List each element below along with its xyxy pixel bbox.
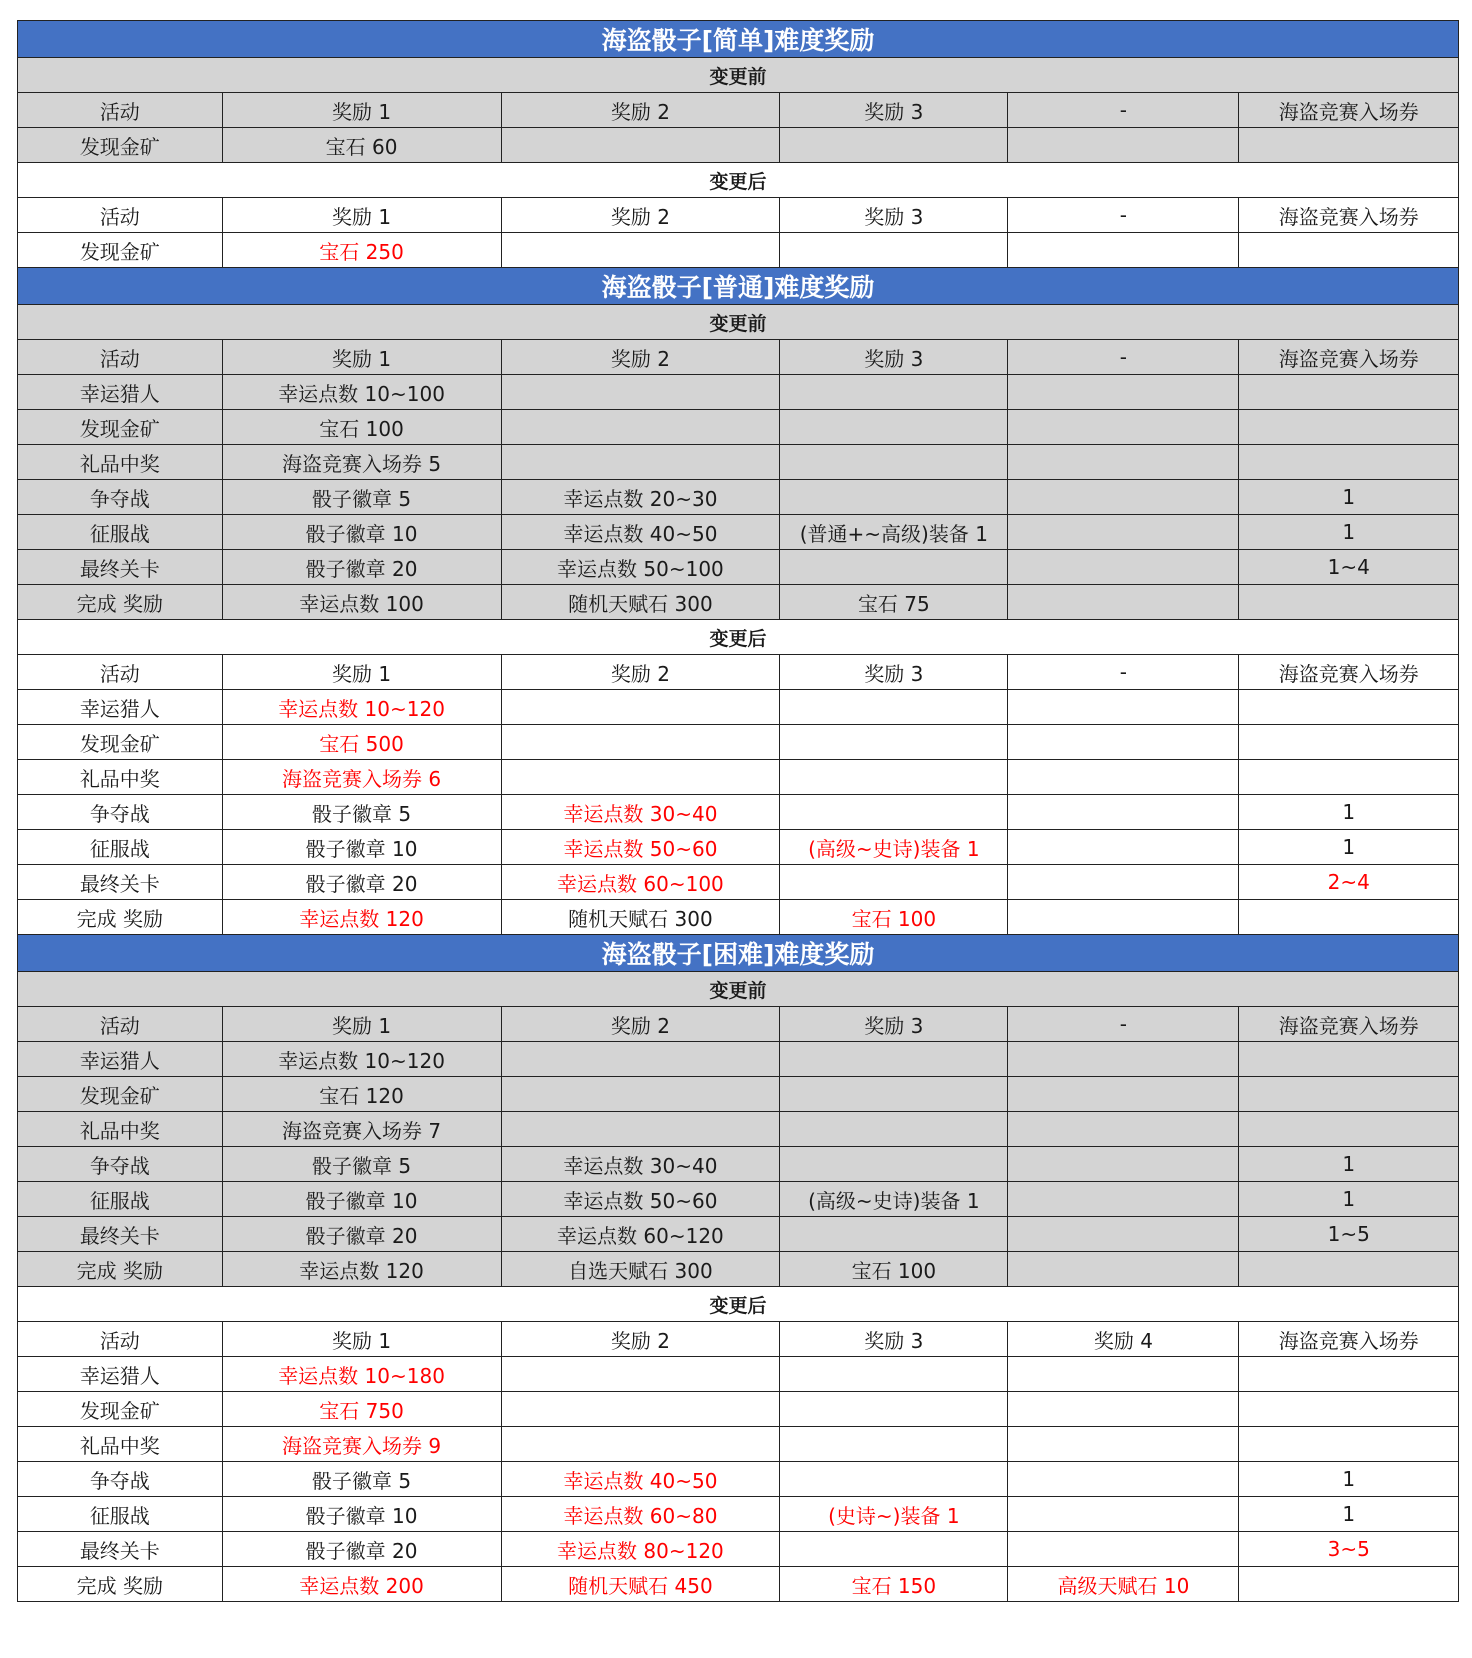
change-label-row [18, 620, 1459, 655]
reward-cell: 海盗竞赛入场券 6 [222, 760, 501, 795]
reward-cell: 骰子徽章 20 [222, 865, 501, 900]
reward-cell: 骰子徽章 10 [222, 1497, 501, 1532]
reward-cell [780, 1077, 1008, 1112]
reward-cell: (高级~史诗)装备 1 [780, 1182, 1008, 1217]
activity-cell: 争夺战 [18, 480, 223, 515]
reward-cell [1239, 1077, 1459, 1112]
table-row [18, 1427, 1459, 1462]
column-header: - [1008, 340, 1239, 375]
table-row [18, 1042, 1459, 1077]
reward-cell [1008, 410, 1239, 445]
reward-cell [1239, 1357, 1459, 1392]
table-row [18, 900, 1459, 935]
section-title-row [18, 935, 1459, 972]
column-header: 活动 [18, 198, 223, 233]
reward-cell: 宝石 60 [222, 128, 501, 163]
column-header: 活动 [18, 340, 223, 375]
column-header: 奖励 2 [501, 198, 780, 233]
reward-cell: 幸运点数 10~120 [222, 1042, 501, 1077]
change-label-row [18, 58, 1459, 93]
reward-cell [1239, 1392, 1459, 1427]
reward-cell: 骰子徽章 5 [222, 1462, 501, 1497]
reward-cell [501, 1392, 780, 1427]
reward-cell: 宝石 750 [222, 1392, 501, 1427]
reward-cell: 1 [1239, 1497, 1459, 1532]
reward-cell [1239, 690, 1459, 725]
activity-cell: 最终关卡 [18, 865, 223, 900]
reward-cell [780, 760, 1008, 795]
reward-cell [1239, 1427, 1459, 1462]
activity-cell: 最终关卡 [18, 550, 223, 585]
column-header: 奖励 3 [780, 655, 1008, 690]
column-header: 海盗竞赛入场券 [1239, 198, 1459, 233]
reward-cell: (史诗~)装备 1 [780, 1497, 1008, 1532]
reward-cell: 随机天赋石 300 [501, 900, 780, 935]
reward-cell [1008, 375, 1239, 410]
table-row [18, 1147, 1459, 1182]
reward-cell [1008, 1042, 1239, 1077]
reward-cell: 骰子徽章 20 [222, 1532, 501, 1567]
reward-cell [1239, 1112, 1459, 1147]
table-row [18, 1567, 1459, 1602]
reward-cell: 幸运点数 50~100 [501, 550, 780, 585]
reward-cell [1008, 550, 1239, 585]
column-header: 奖励 1 [222, 1322, 501, 1357]
column-header: 奖励 2 [501, 93, 780, 128]
reward-cell [501, 1042, 780, 1077]
activity-cell: 幸运猎人 [18, 1042, 223, 1077]
reward-cell [1008, 725, 1239, 760]
table-row [18, 865, 1459, 900]
activity-cell: 礼品中奖 [18, 445, 223, 480]
activity-cell: 发现金矿 [18, 725, 223, 760]
activity-cell: 最终关卡 [18, 1532, 223, 1567]
column-header: 奖励 2 [501, 340, 780, 375]
column-header: 奖励 2 [501, 1322, 780, 1357]
activity-cell: 发现金矿 [18, 1392, 223, 1427]
reward-cell: 骰子徽章 5 [222, 1147, 501, 1182]
section-title: 海盗骰子[简单]难度奖励 [18, 21, 1459, 58]
reward-cell [1239, 725, 1459, 760]
activity-cell: 发现金矿 [18, 1077, 223, 1112]
reward-cell [501, 1112, 780, 1147]
column-header: 活动 [18, 93, 223, 128]
reward-cell [501, 233, 780, 268]
reward-cell: 宝石 100 [780, 900, 1008, 935]
reward-cell [780, 128, 1008, 163]
section-title: 海盗骰子[困难]难度奖励 [18, 935, 1459, 972]
reward-cell: 幸运点数 30~40 [501, 795, 780, 830]
section-title-row [18, 21, 1459, 58]
activity-cell: 争夺战 [18, 1147, 223, 1182]
column-header: 奖励 3 [780, 93, 1008, 128]
reward-cell [780, 1532, 1008, 1567]
change-label: 变更前 [18, 305, 1459, 340]
reward-cell: 2~4 [1239, 865, 1459, 900]
table-row [18, 128, 1459, 163]
reward-cell [780, 690, 1008, 725]
change-label-row [18, 305, 1459, 340]
activity-cell: 征服战 [18, 1182, 223, 1217]
activity-cell: 幸运猎人 [18, 1357, 223, 1392]
column-header: 奖励 3 [780, 198, 1008, 233]
reward-cell [1008, 690, 1239, 725]
reward-cell: 海盗竞赛入场券 5 [222, 445, 501, 480]
change-label: 变更后 [18, 163, 1459, 198]
column-header: 奖励 3 [780, 340, 1008, 375]
header-row [18, 198, 1459, 233]
column-header: 奖励 1 [222, 340, 501, 375]
reward-cell: 骰子徽章 20 [222, 550, 501, 585]
activity-cell: 征服战 [18, 830, 223, 865]
reward-cell: 幸运点数 10~120 [222, 690, 501, 725]
reward-cell [1239, 1252, 1459, 1287]
table-row [18, 480, 1459, 515]
activity-cell: 争夺战 [18, 795, 223, 830]
reward-cell: 幸运点数 200 [222, 1567, 501, 1602]
reward-cell: 海盗竞赛入场券 7 [222, 1112, 501, 1147]
reward-cell: 骰子徽章 5 [222, 480, 501, 515]
table-row [18, 233, 1459, 268]
table-row [18, 375, 1459, 410]
activity-cell: 完成 奖励 [18, 1252, 223, 1287]
column-header: - [1008, 198, 1239, 233]
reward-cell [1008, 1182, 1239, 1217]
header-row [18, 1322, 1459, 1357]
reward-cell [1008, 128, 1239, 163]
reward-cell [501, 445, 780, 480]
table-row [18, 1112, 1459, 1147]
reward-cell [1008, 795, 1239, 830]
reward-cell [780, 1392, 1008, 1427]
reward-cell: (普通+~高级)装备 1 [780, 515, 1008, 550]
activity-cell: 发现金矿 [18, 410, 223, 445]
header-row [18, 655, 1459, 690]
table-row [18, 795, 1459, 830]
column-header: 奖励 1 [222, 93, 501, 128]
reward-cell: 幸运点数 80~120 [501, 1532, 780, 1567]
column-header: 奖励 1 [222, 655, 501, 690]
column-header: 海盗竞赛入场券 [1239, 1007, 1459, 1042]
reward-cell: 宝石 75 [780, 585, 1008, 620]
column-header: - [1008, 1007, 1239, 1042]
reward-cell: 幸运点数 30~40 [501, 1147, 780, 1182]
reward-cell: 幸运点数 100 [222, 585, 501, 620]
reward-cell [1008, 515, 1239, 550]
header-row [18, 93, 1459, 128]
reward-cell: 幸运点数 120 [222, 900, 501, 935]
column-header: 奖励 2 [501, 1007, 780, 1042]
reward-cell [1008, 1532, 1239, 1567]
table-row [18, 690, 1459, 725]
reward-cell: 1~5 [1239, 1217, 1459, 1252]
column-header: 海盗竞赛入场券 [1239, 655, 1459, 690]
reward-cell [1008, 1147, 1239, 1182]
reward-cell: 海盗竞赛入场券 9 [222, 1427, 501, 1462]
reward-cell: 高级天赋石 10 [1008, 1567, 1239, 1602]
change-label: 变更前 [18, 972, 1459, 1007]
activity-cell: 完成 奖励 [18, 900, 223, 935]
reward-cell [780, 1147, 1008, 1182]
reward-cell: 骰子徽章 10 [222, 1182, 501, 1217]
reward-cell [1008, 1462, 1239, 1497]
column-header: 奖励 3 [780, 1007, 1008, 1042]
column-header: 活动 [18, 1322, 223, 1357]
reward-cell: 1 [1239, 1147, 1459, 1182]
change-label-row [18, 972, 1459, 1007]
reward-cell [501, 690, 780, 725]
reward-cell: 自选天赋石 300 [501, 1252, 780, 1287]
reward-cell [1008, 1077, 1239, 1112]
activity-cell: 礼品中奖 [18, 1427, 223, 1462]
header-row [18, 340, 1459, 375]
reward-cell: 骰子徽章 5 [222, 795, 501, 830]
reward-cell: 骰子徽章 10 [222, 830, 501, 865]
reward-cell [780, 1042, 1008, 1077]
reward-cell [501, 725, 780, 760]
table-row [18, 1462, 1459, 1497]
reward-cell: 1 [1239, 480, 1459, 515]
reward-cell [1008, 1497, 1239, 1532]
header-row [18, 1007, 1459, 1042]
column-header: 海盗竞赛入场券 [1239, 93, 1459, 128]
table-row [18, 1182, 1459, 1217]
reward-table [17, 20, 1459, 1602]
reward-cell: 3~5 [1239, 1532, 1459, 1567]
reward-cell [1008, 865, 1239, 900]
reward-cell [1239, 760, 1459, 795]
reward-cell [780, 1357, 1008, 1392]
table-row [18, 830, 1459, 865]
activity-cell: 征服战 [18, 1497, 223, 1532]
change-label: 变更后 [18, 1287, 1459, 1322]
reward-cell [1008, 1392, 1239, 1427]
column-header: 活动 [18, 1007, 223, 1042]
column-header: 奖励 1 [222, 1007, 501, 1042]
column-header: 奖励 3 [780, 1322, 1008, 1357]
table-row [18, 725, 1459, 760]
reward-cell [780, 410, 1008, 445]
reward-cell [1239, 410, 1459, 445]
reward-cell: 宝石 100 [780, 1252, 1008, 1287]
reward-cell: 幸运点数 40~50 [501, 1462, 780, 1497]
reward-cell [780, 375, 1008, 410]
table-row [18, 585, 1459, 620]
reward-cell [1239, 1567, 1459, 1602]
column-header: 活动 [18, 655, 223, 690]
reward-cell [1008, 1252, 1239, 1287]
reward-cell [780, 445, 1008, 480]
reward-cell [780, 1462, 1008, 1497]
change-label-row [18, 163, 1459, 198]
reward-cell [501, 410, 780, 445]
reward-cell [1008, 1112, 1239, 1147]
table-row [18, 410, 1459, 445]
activity-cell: 发现金矿 [18, 233, 223, 268]
activity-cell: 礼品中奖 [18, 760, 223, 795]
reward-cell [501, 760, 780, 795]
table-row [18, 1497, 1459, 1532]
reward-cell: 幸运点数 40~50 [501, 515, 780, 550]
activity-cell: 争夺战 [18, 1462, 223, 1497]
table-row [18, 1392, 1459, 1427]
change-label: 变更后 [18, 620, 1459, 655]
reward-cell [501, 1427, 780, 1462]
reward-cell [1008, 1427, 1239, 1462]
reward-cell: 1 [1239, 1462, 1459, 1497]
reward-cell [1008, 760, 1239, 795]
reward-cell [501, 1077, 780, 1112]
reward-cell [780, 1217, 1008, 1252]
reward-cell [1239, 1042, 1459, 1077]
reward-cell [780, 795, 1008, 830]
reward-cell [780, 233, 1008, 268]
column-header: - [1008, 93, 1239, 128]
column-header: 海盗竞赛入场券 [1239, 340, 1459, 375]
reward-cell: 宝石 500 [222, 725, 501, 760]
reward-cell: 幸运点数 50~60 [501, 1182, 780, 1217]
activity-cell: 完成 奖励 [18, 1567, 223, 1602]
reward-cell [1008, 585, 1239, 620]
change-label-row [18, 1287, 1459, 1322]
reward-cell: 宝石 250 [222, 233, 501, 268]
reward-cell: (高级~史诗)装备 1 [780, 830, 1008, 865]
reward-cell: 幸运点数 60~80 [501, 1497, 780, 1532]
section-title: 海盗骰子[普通]难度奖励 [18, 268, 1459, 305]
table-row [18, 1077, 1459, 1112]
table-row [18, 760, 1459, 795]
reward-table-body [18, 21, 1459, 1602]
reward-cell [1239, 128, 1459, 163]
reward-cell: 骰子徽章 20 [222, 1217, 501, 1252]
table-row [18, 1252, 1459, 1287]
activity-cell: 礼品中奖 [18, 1112, 223, 1147]
change-label: 变更前 [18, 58, 1459, 93]
reward-cell [1239, 900, 1459, 935]
table-row [18, 515, 1459, 550]
reward-cell: 1~4 [1239, 550, 1459, 585]
activity-cell: 发现金矿 [18, 128, 223, 163]
activity-cell: 幸运猎人 [18, 690, 223, 725]
table-row [18, 1532, 1459, 1567]
reward-cell [1008, 233, 1239, 268]
reward-cell [1008, 900, 1239, 935]
reward-cell: 骰子徽章 10 [222, 515, 501, 550]
reward-cell [780, 1427, 1008, 1462]
reward-cell [1008, 480, 1239, 515]
reward-cell: 1 [1239, 795, 1459, 830]
table-row [18, 1217, 1459, 1252]
section-title-row [18, 268, 1459, 305]
reward-cell [1239, 585, 1459, 620]
reward-cell [501, 375, 780, 410]
reward-cell [780, 550, 1008, 585]
reward-cell: 1 [1239, 515, 1459, 550]
reward-cell [501, 1357, 780, 1392]
activity-cell: 幸运猎人 [18, 375, 223, 410]
reward-cell: 幸运点数 20~30 [501, 480, 780, 515]
reward-cell: 幸运点数 50~60 [501, 830, 780, 865]
reward-cell [780, 1112, 1008, 1147]
reward-cell: 宝石 120 [222, 1077, 501, 1112]
reward-cell [1008, 445, 1239, 480]
column-header: 海盗竞赛入场券 [1239, 1322, 1459, 1357]
reward-cell: 1 [1239, 830, 1459, 865]
reward-cell [1008, 830, 1239, 865]
reward-cell: 宝石 150 [780, 1567, 1008, 1602]
reward-cell: 1 [1239, 1182, 1459, 1217]
activity-cell: 完成 奖励 [18, 585, 223, 620]
reward-cell [1239, 375, 1459, 410]
reward-cell: 幸运点数 60~120 [501, 1217, 780, 1252]
reward-cell [1239, 233, 1459, 268]
reward-cell [780, 865, 1008, 900]
column-header: 奖励 2 [501, 655, 780, 690]
reward-cell: 随机天赋石 300 [501, 585, 780, 620]
reward-cell [501, 128, 780, 163]
reward-cell: 幸运点数 60~100 [501, 865, 780, 900]
reward-cell: 宝石 100 [222, 410, 501, 445]
reward-cell: 幸运点数 120 [222, 1252, 501, 1287]
activity-cell: 征服战 [18, 515, 223, 550]
table-row [18, 1357, 1459, 1392]
column-header: 奖励 1 [222, 198, 501, 233]
reward-cell: 幸运点数 10~180 [222, 1357, 501, 1392]
reward-cell [780, 725, 1008, 760]
activity-cell: 最终关卡 [18, 1217, 223, 1252]
column-header: - [1008, 655, 1239, 690]
reward-cell: 随机天赋石 450 [501, 1567, 780, 1602]
reward-cell [1239, 445, 1459, 480]
column-header: 奖励 4 [1008, 1322, 1239, 1357]
reward-cell [780, 480, 1008, 515]
reward-cell [1008, 1217, 1239, 1252]
reward-cell [1008, 1357, 1239, 1392]
reward-cell: 幸运点数 10~100 [222, 375, 501, 410]
table-row [18, 445, 1459, 480]
table-row [18, 550, 1459, 585]
